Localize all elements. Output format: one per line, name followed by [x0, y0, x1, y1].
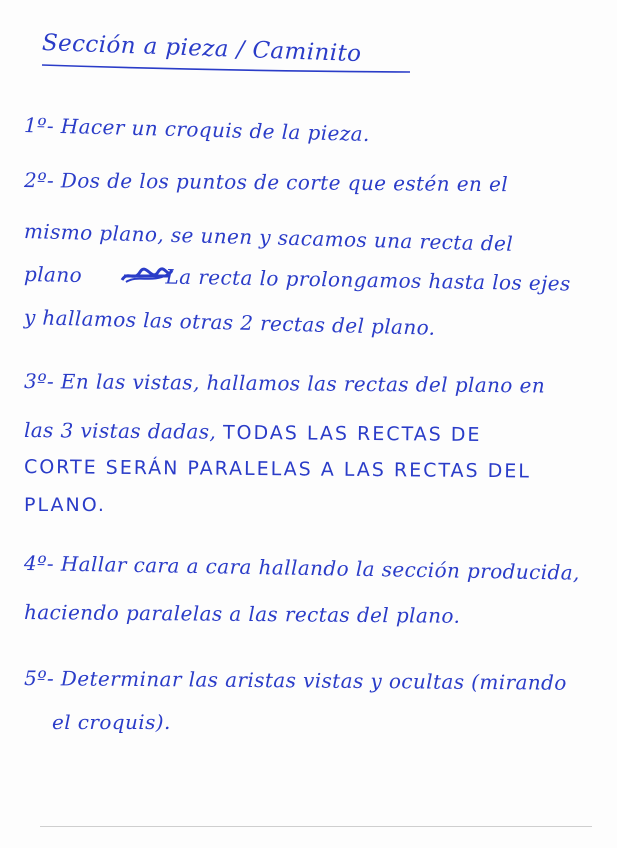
step-2-line-4: y hallamos las otras 2 rectas del plano. [23, 305, 436, 340]
step-5-line-1: 5º- Determinar las aristas vistas y ocultas (mirando [23, 666, 567, 695]
step-2-line-2: mismo plano, se unen y sacamos una recta del [23, 219, 514, 256]
step-2-line-3-start: plano [23, 262, 83, 288]
step-3-line-3: CORTE SERÁN PARALELAS A LAS RECTAS DEL [23, 456, 531, 483]
step-3-line-1: 3º- En las vistas, hallamos las rectas del plano en [23, 369, 546, 398]
title-underline [40, 62, 412, 74]
step-4-line-2: haciendo paralelas a las rectas del plano. [23, 600, 461, 628]
step-3-line-4: PLANO. [24, 494, 106, 516]
step-3-line-2 [24, 418, 482, 446]
bottom-divider [40, 826, 592, 827]
step-2-line-3-end: La recta lo prolongamos hasta los ejes [165, 264, 571, 296]
step-3-line-2-caps: TODAS LAS RECTAS DE [222, 421, 482, 446]
crossed-out-scribble [118, 264, 176, 286]
page-title: Sección a pieza / Caminito [41, 30, 362, 68]
step-3-line-2-start: las 3 vistas dadas, [23, 418, 217, 444]
step-5-line-2: el croquis). [52, 710, 171, 734]
step-1-line: 1º- Hacer un croquis de la pieza. [23, 113, 371, 147]
step-2-line-3 [24, 262, 571, 296]
step-4-line-1: 4º- Hallar cara a cara hallando la sección producida, [23, 551, 581, 585]
step-2-line-1: 2º- Dos de los puntos de corte que estén en el [23, 168, 509, 197]
